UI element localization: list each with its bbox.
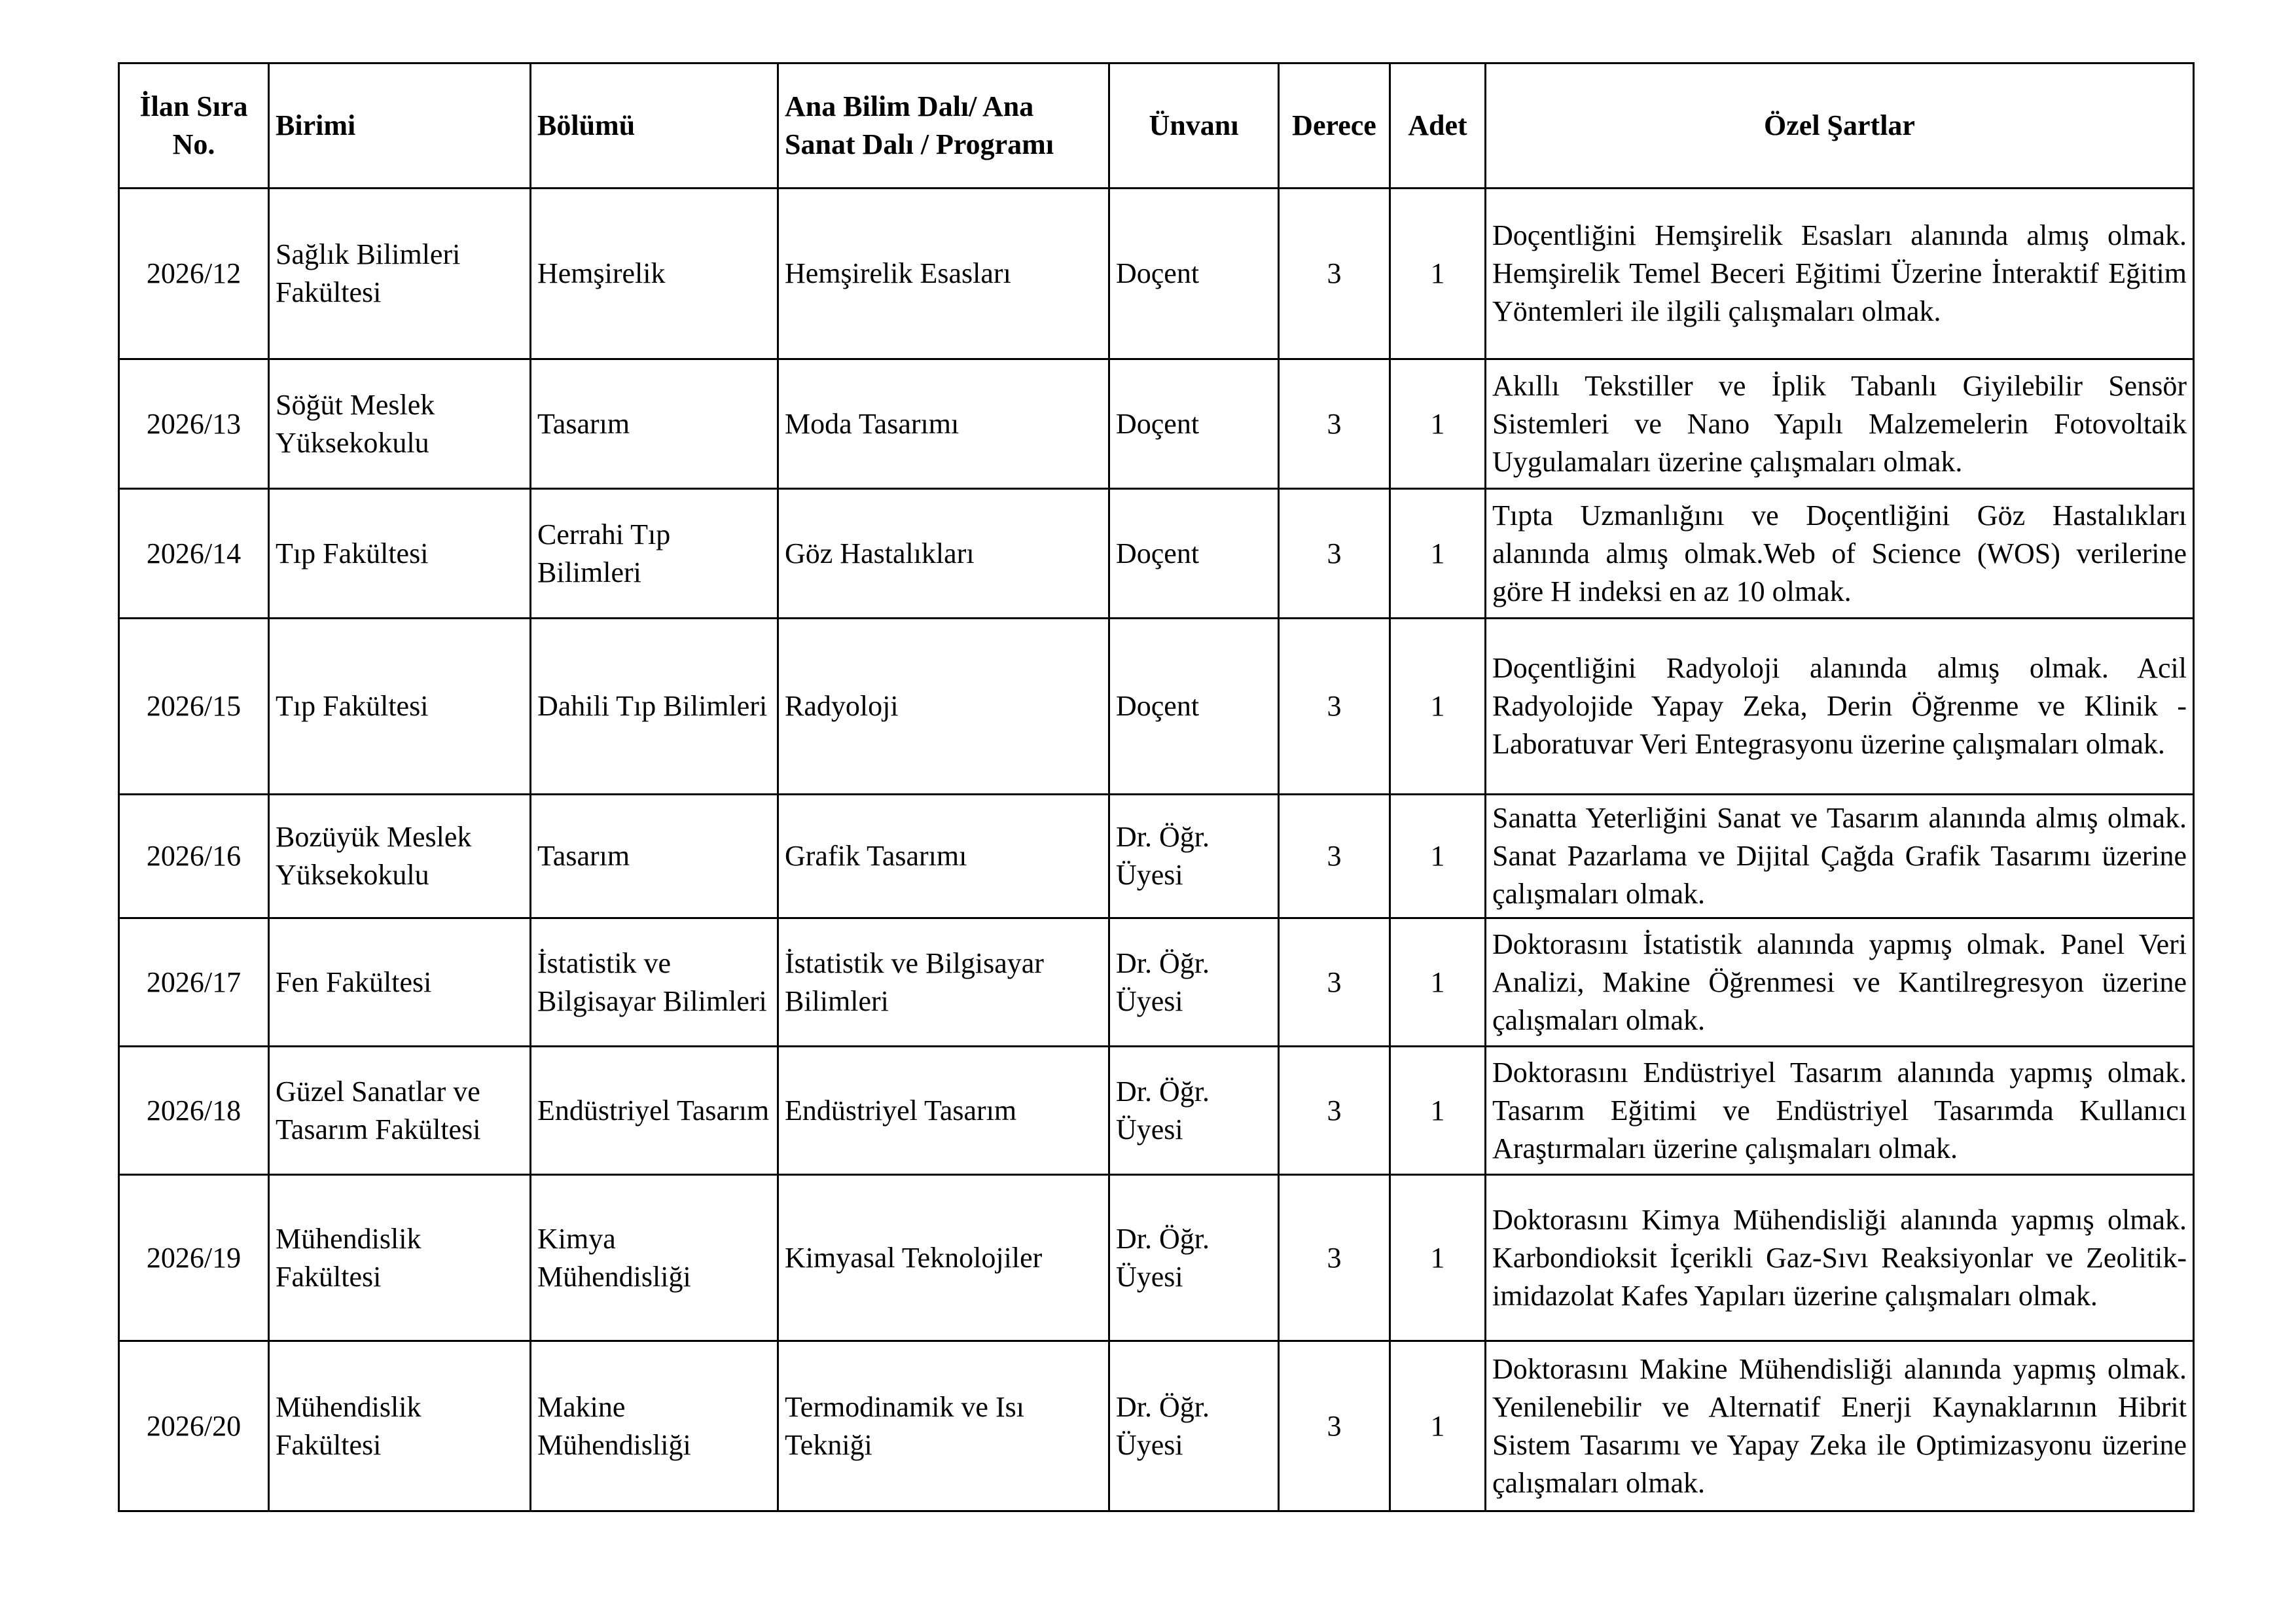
cell-ozel-sartlar: Doktorasını İstatistik alanında yapmış olmak. Panel Veri Analizi, Makine Öğrenmesi ve Kantilregresyon üzerine çalışmaları olmak. <box>1486 918 2194 1047</box>
cell-birimi: Tıp Fakültesi <box>269 489 531 619</box>
table-row <box>119 359 2194 489</box>
header-birimi: Birimi <box>269 63 531 189</box>
table-row <box>119 619 2194 795</box>
cell-derece: 3 <box>1279 489 1390 619</box>
cell-ana-bilim-dali: Endüstriyel Tasarım <box>778 1047 1109 1175</box>
cell-birimi: Söğüt Meslek Yüksekokulu <box>269 359 531 489</box>
cell-ozel-sartlar: Doktorasını Kimya Mühendisliği alanında yapmış olmak. Karbondioksit İçerikli Gaz-Sıvı Reaksiyonlar ve Zeolitik-imidazolat Kafes Yapıları üzerine çalışmaları olmak. <box>1486 1175 2194 1341</box>
cell-unvani: Doçent <box>1109 619 1279 795</box>
cell-unvani: Dr. Öğr. Üyesi <box>1109 1175 1279 1341</box>
cell-derece: 3 <box>1279 1341 1390 1511</box>
cell-ana-bilim-dali: Kimyasal Teknolojiler <box>778 1175 1109 1341</box>
cell-ozel-sartlar: Sanatta Yeterliğini Sanat ve Tasarım alanında almış olmak. Sanat Pazarlama ve Dijital Çağda Grafik Tasarımı üzerine çalışmaları olmak. <box>1486 795 2194 918</box>
cell-bolumu: Dahili Tıp Bilimleri <box>531 619 778 795</box>
cell-birimi: Tıp Fakültesi <box>269 619 531 795</box>
header-adet: Adet <box>1390 63 1486 189</box>
cell-bolumu: Tasarım <box>531 359 778 489</box>
cell-birimi: Güzel Sanatlar ve Tasarım Fakültesi <box>269 1047 531 1175</box>
cell-unvani: Doçent <box>1109 189 1279 359</box>
cell-ilan-no: 2026/17 <box>119 918 269 1047</box>
cell-ana-bilim-dali: Termodinamik ve Isı Tekniği <box>778 1341 1109 1511</box>
cell-bolumu: Tasarım <box>531 795 778 918</box>
cell-birimi: Fen Fakültesi <box>269 918 531 1047</box>
cell-unvani: Dr. Öğr. Üyesi <box>1109 918 1279 1047</box>
table-row <box>119 795 2194 918</box>
cell-unvani: Doçent <box>1109 359 1279 489</box>
cell-ilan-no: 2026/13 <box>119 359 269 489</box>
cell-ilan-no: 2026/14 <box>119 489 269 619</box>
cell-unvani: Dr. Öğr. Üyesi <box>1109 1047 1279 1175</box>
cell-ana-bilim-dali: Moda Tasarımı <box>778 359 1109 489</box>
header-ozel-sartlar: Özel Şartlar <box>1486 63 2194 189</box>
cell-bolumu: Cerrahi Tıp Bilimleri <box>531 489 778 619</box>
cell-bolumu: Kimya Mühendisliği <box>531 1175 778 1341</box>
table-row <box>119 1341 2194 1511</box>
cell-derece: 3 <box>1279 619 1390 795</box>
cell-ana-bilim-dali: Grafik Tasarımı <box>778 795 1109 918</box>
cell-ilan-no: 2026/18 <box>119 1047 269 1175</box>
cell-adet: 1 <box>1390 1341 1486 1511</box>
cell-adet: 1 <box>1390 359 1486 489</box>
cell-ilan-no: 2026/20 <box>119 1341 269 1511</box>
cell-unvani: Dr. Öğr. Üyesi <box>1109 1341 1279 1511</box>
cell-ana-bilim-dali: Hemşirelik Esasları <box>778 189 1109 359</box>
header-derece: Derece <box>1279 63 1390 189</box>
cell-ana-bilim-dali: Radyoloji <box>778 619 1109 795</box>
cell-bolumu: İstatistik ve Bilgisayar Bilimleri <box>531 918 778 1047</box>
table-row <box>119 189 2194 359</box>
cell-derece: 3 <box>1279 795 1390 918</box>
header-row <box>119 63 2194 189</box>
cell-unvani: Doçent <box>1109 489 1279 619</box>
cell-adet: 1 <box>1390 489 1486 619</box>
cell-derece: 3 <box>1279 359 1390 489</box>
cell-ilan-no: 2026/16 <box>119 795 269 918</box>
cell-ozel-sartlar: Doktorasını Makine Mühendisliği alanında yapmış olmak. Yenilenebilir ve Alternatif Enerji Kaynaklarının Hibrit Sistem Tasarımı ve Yapay Zeka ile Optimizasyonu üzerine çalışmaları olmak. <box>1486 1341 2194 1511</box>
header-unvani: Ünvanı <box>1109 63 1279 189</box>
cell-ozel-sartlar: Doçentliğini Hemşirelik Esasları alanında almış olmak. Hemşirelik Temel Beceri Eğitimi Üzerine İnteraktif Eğitim Yöntemleri ile ilgili çalışmaları olmak. <box>1486 189 2194 359</box>
table-row <box>119 1047 2194 1175</box>
cell-adet: 1 <box>1390 1047 1486 1175</box>
cell-derece: 3 <box>1279 1047 1390 1175</box>
cell-ana-bilim-dali: Göz Hastalıkları <box>778 489 1109 619</box>
cell-ozel-sartlar: Tıpta Uzmanlığını ve Doçentliğini Göz Hastalıkları alanında almış olmak.Web of Science (WOS) verilerine göre H indeksi en az 10 olmak. <box>1486 489 2194 619</box>
cell-derece: 3 <box>1279 189 1390 359</box>
cell-unvani: Dr. Öğr. Üyesi <box>1109 795 1279 918</box>
cell-bolumu: Endüstriyel Tasarım <box>531 1047 778 1175</box>
header-ilan-sira-no: İlan Sıra No. <box>119 63 269 189</box>
header-bolumu: Bölümü <box>531 63 778 189</box>
table-row <box>119 489 2194 619</box>
cell-birimi: Mühendislik Fakültesi <box>269 1341 531 1511</box>
cell-adet: 1 <box>1390 189 1486 359</box>
cell-bolumu: Makine Mühendisliği <box>531 1341 778 1511</box>
cell-derece: 3 <box>1279 918 1390 1047</box>
cell-birimi: Mühendislik Fakültesi <box>269 1175 531 1341</box>
cell-ana-bilim-dali: İstatistik ve Bilgisayar Bilimleri <box>778 918 1109 1047</box>
cell-ilan-no: 2026/19 <box>119 1175 269 1341</box>
cell-ilan-no: 2026/12 <box>119 189 269 359</box>
cell-bolumu: Hemşirelik <box>531 189 778 359</box>
cell-birimi: Bozüyük Meslek Yüksekokulu <box>269 795 531 918</box>
cell-birimi: Sağlık Bilimleri Fakültesi <box>269 189 531 359</box>
announcement-table <box>118 62 2195 1512</box>
table-row <box>119 918 2194 1047</box>
cell-ozel-sartlar: Doçentliğini Radyoloji alanında almış olmak. Acil Radyolojide Yapay Zeka, Derin Öğrenme ve Klinik - Laboratuvar Veri Entegrasyonu üzerine çalışmaları olmak. <box>1486 619 2194 795</box>
cell-ozel-sartlar: Doktorasını Endüstriyel Tasarım alanında yapmış olmak. Tasarım Eğitimi ve Endüstriyel Tasarımda Kullanıcı Araştırmaları üzerine çalışmaları olmak. <box>1486 1047 2194 1175</box>
cell-adet: 1 <box>1390 918 1486 1047</box>
table-row <box>119 1175 2194 1341</box>
cell-adet: 1 <box>1390 795 1486 918</box>
cell-derece: 3 <box>1279 1175 1390 1341</box>
header-ana-bilim-dali: Ana Bilim Dalı/ Ana Sanat Dalı / Programı <box>778 63 1109 189</box>
cell-adet: 1 <box>1390 1175 1486 1341</box>
cell-ilan-no: 2026/15 <box>119 619 269 795</box>
cell-adet: 1 <box>1390 619 1486 795</box>
cell-ozel-sartlar: Akıllı Tekstiller ve İplik Tabanlı Giyilebilir Sensör Sistemleri ve Nano Yapılı Malzemelerin Fotovoltaik Uygulamaları üzerine çalışmaları olmak. <box>1486 359 2194 489</box>
